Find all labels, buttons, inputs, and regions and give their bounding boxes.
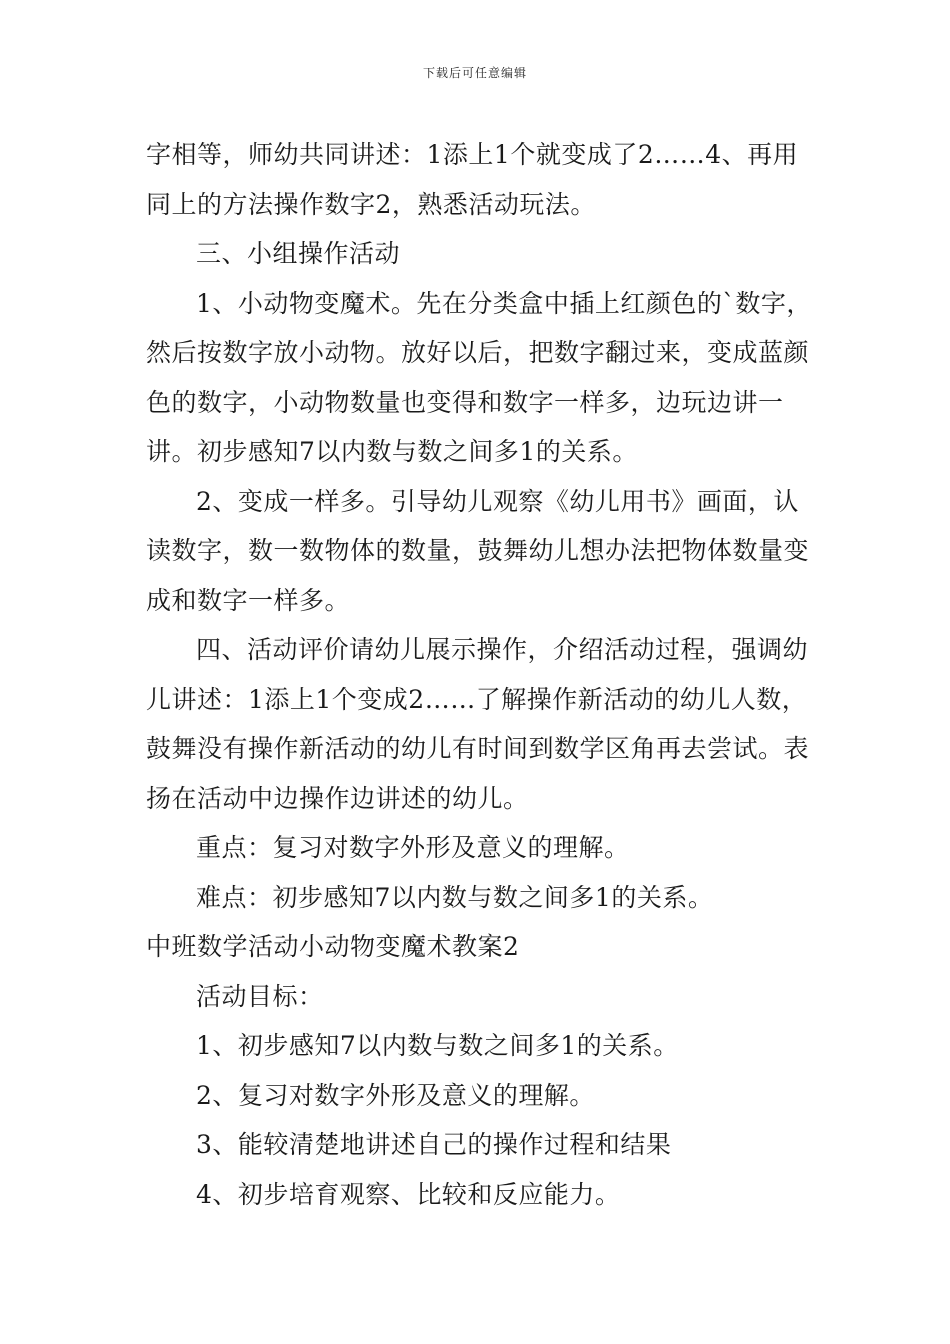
page-header: 下载后可任意编辑 (422, 66, 527, 80)
paragraph-activity-evaluation: 四、活动评价请幼儿展示操作，介绍活动过程，强调幼儿讲述：1添上1个变成2……了解操作新活动的幼儿人数，鼓舞没有操作新活动的幼儿有时间到数学区角再去尝试。表扬在活动中边操作边讲述的幼儿。 (146, 635, 810, 813)
paragraph-continuation: 字相等，师幼共同讲述：1添上1个就变成了2……4、再用同上的方法操作数字2，熟悉活动玩法。 (146, 140, 799, 219)
objective-item-4: 4、初步培育观察、比较和反应能力。 (196, 1179, 621, 1209)
objective-item-2: 2、复习对数字外形及意义的理解。 (196, 1080, 595, 1110)
paragraph-key-point: 重点：复习对数字外形及意义的理解。 (196, 833, 630, 862)
section-heading-group-activity: 三、小组操作活动 (196, 239, 401, 268)
objective-item-1: 1、初步感知7以内数与数之间多1的关系。 (196, 1031, 679, 1060)
section-heading-objectives: 活动目标： (196, 981, 324, 1011)
lesson-title-2: 中班数学活动小动物变魔术教案2 (146, 932, 520, 961)
paragraph-difficulty: 难点：初步感知7以内数与数之间多1的关系。 (196, 882, 714, 912)
objective-item-3: 3、能较清楚地讲述自己的操作过程和结果 (196, 1130, 672, 1159)
document-body (146, 130, 814, 1219)
paragraph-animal-magic: 1、小动物变魔术。先在分类盒中插上红颜色的`数字，然后按数字放小动物。放好以后，把数字翻过来，变成蓝颜色的数字，小动物数量也变得和数字一样多，边玩边讲一讲。初步感知7以内数与数之间多1的关系。 (146, 288, 812, 466)
paragraph-make-equal: 2、变成一样多。引导幼儿观察《幼儿用书》画面，认读数字，数一数物体的数量，鼓舞幼儿想办法把物体数量变成和数字一样多。 (146, 486, 810, 615)
